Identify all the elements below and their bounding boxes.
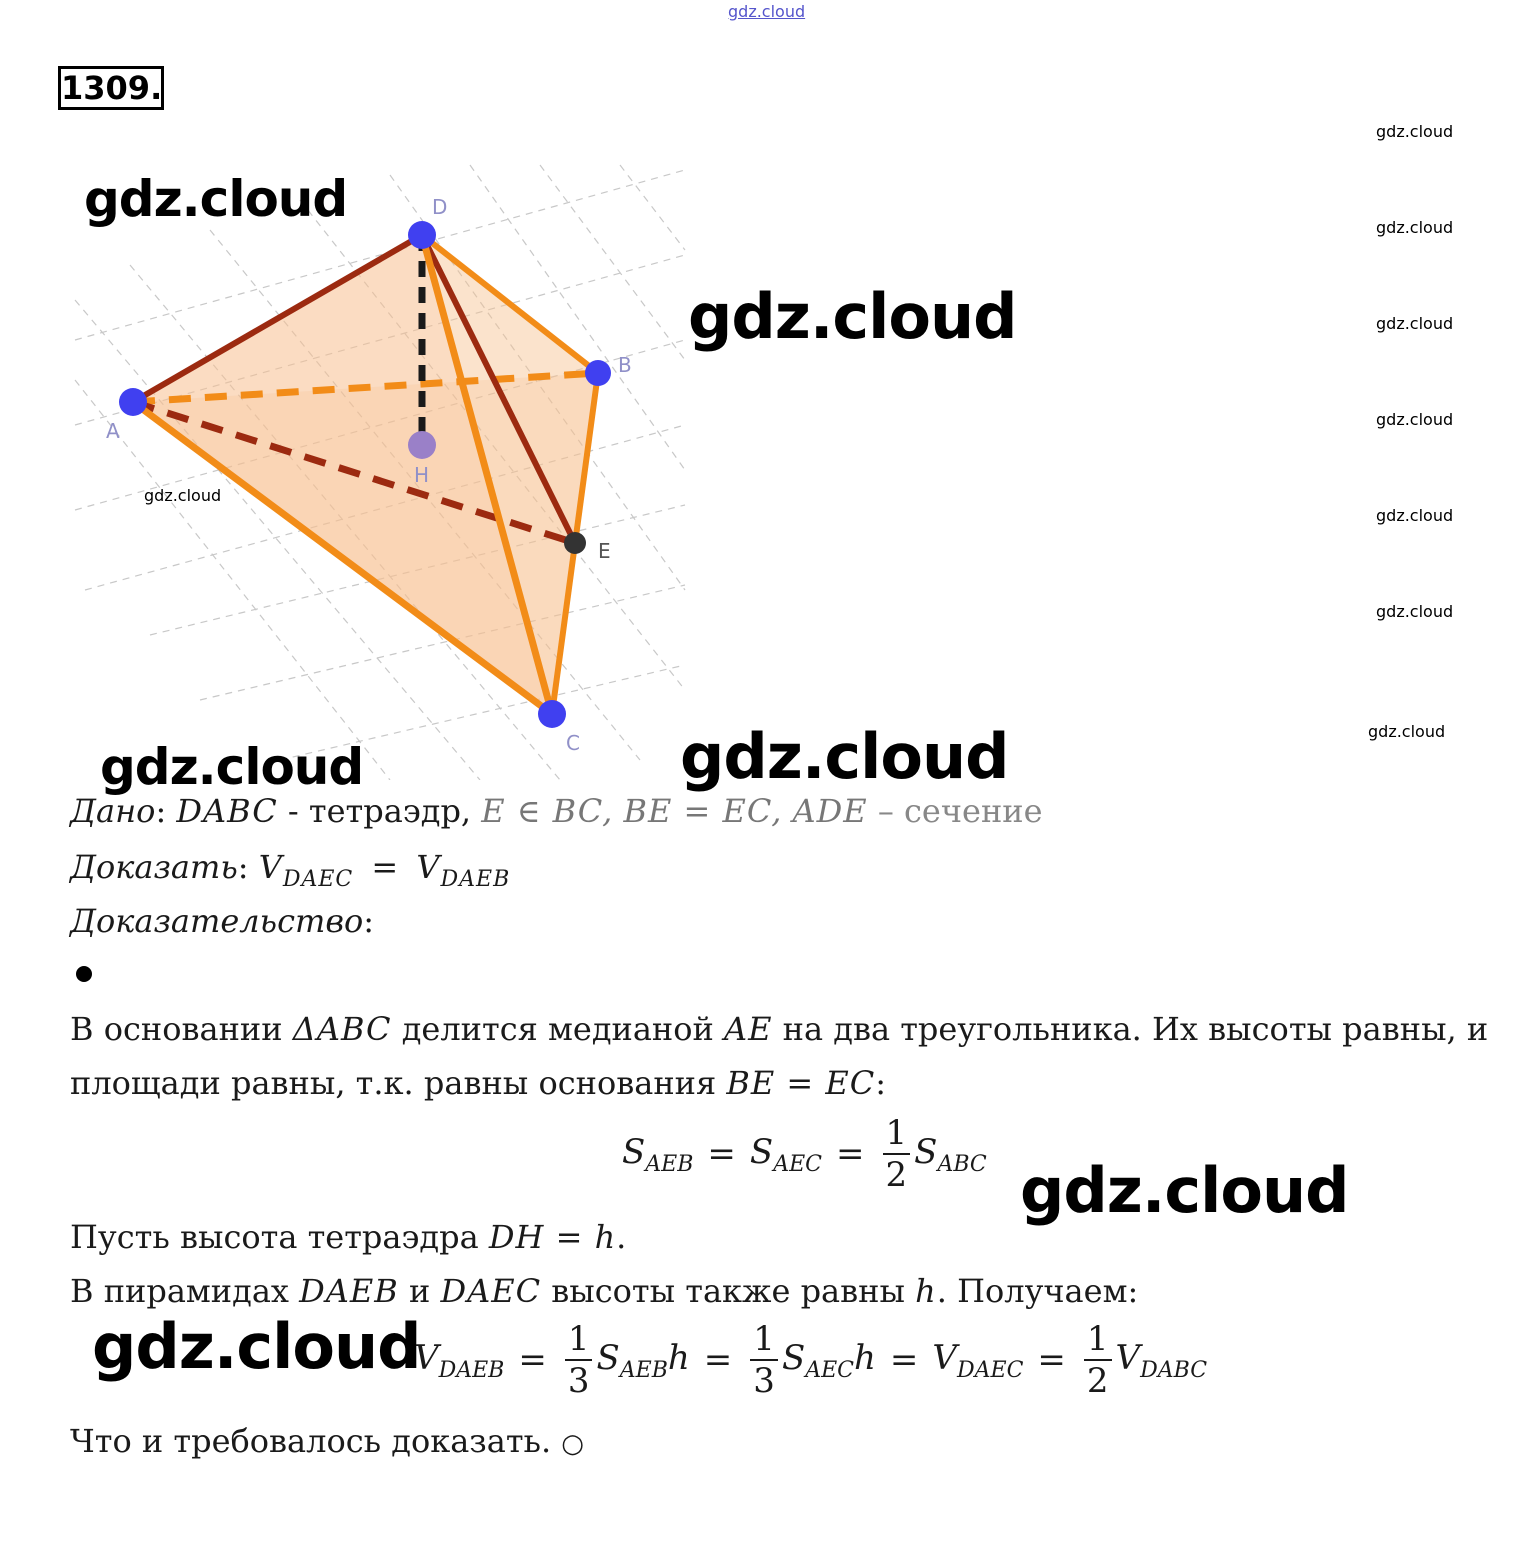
- paragraph-3: В пирамидах DAEB и DAEC высоты также равны h. Получаем:: [70, 1272, 1139, 1310]
- watermark-side: gdz.cloud: [1376, 314, 1454, 333]
- point-h: [408, 431, 436, 459]
- task-number: 1309.: [58, 66, 164, 110]
- given-line: Дано: DABC - тетраэдр, E ∈ BC, BE = EC, ADE – сечение: [70, 792, 1043, 830]
- point-d: [408, 221, 436, 249]
- conclusion: Что и требовалось доказать. ○: [70, 1422, 584, 1460]
- paragraph-2: Пусть высота тетраэдра DH = h.: [70, 1218, 627, 1256]
- watermark-big: gdz.cloud: [680, 720, 1009, 793]
- watermark-side: gdz.cloud: [1376, 218, 1454, 237]
- watermark-top: gdz.cloud: [728, 2, 806, 21]
- point-c: [538, 700, 566, 728]
- label-b: B: [618, 353, 632, 377]
- given-label: Дано: [70, 792, 156, 830]
- watermark-big: gdz.cloud: [84, 170, 348, 228]
- watermark-big: gdz.cloud: [92, 1310, 421, 1383]
- watermark-side: gdz.cloud: [1376, 602, 1454, 621]
- point-b: [585, 360, 611, 386]
- label-a: A: [106, 419, 120, 443]
- tetrahedron-figure: [60, 160, 700, 780]
- proof-label: Доказательство: [70, 902, 364, 940]
- label-d: D: [432, 195, 448, 219]
- prove-label: Доказать: [70, 848, 238, 886]
- label-e: E: [598, 539, 611, 563]
- watermark-side: gdz.cloud: [1376, 410, 1454, 429]
- watermark-big: gdz.cloud: [688, 280, 1017, 353]
- fraction-half: $\frac{1}{2}$: [883, 1116, 911, 1192]
- point-a: [119, 388, 147, 416]
- watermark-big: gdz.cloud: [1020, 1154, 1349, 1227]
- watermark-figure-small: gdz.cloud: [144, 486, 222, 505]
- paragraph-1-line-2: площади равны, т.к. равны основания BE = EC:: [70, 1064, 886, 1102]
- formula-volumes: $V_{DAEB}$ = $\frac{1}{3}$ $S_{AEB}h$ = $\frac{1}{3}$ $S_{AEC}h$ = $V_{DAEC}$ = $\frac{1}{2}$ $V_{DABC}$: [414, 1319, 1208, 1401]
- paragraph-1-line-1: В основании ΔABC делится медианой AE на два треугольника. Их высоты равны, и: [70, 1010, 1489, 1048]
- watermark-side: gdz.cloud: [1376, 122, 1454, 141]
- watermark-big: gdz.cloud: [100, 738, 364, 796]
- label-h: H: [414, 463, 430, 487]
- prove-line: Доказать: $V_{DAEC} = V_{DAEB}$: [70, 848, 511, 892]
- watermark-side: gdz.cloud: [1376, 506, 1454, 525]
- label-c: C: [566, 731, 580, 755]
- formula-areas: $S_{AEB}$ = $S_{AEC}$ = $\frac{1}{2}$ $S_{ABC}$: [622, 1113, 987, 1195]
- watermark-side: gdz.cloud: [1368, 722, 1446, 741]
- point-e: [564, 532, 586, 554]
- bullet: [76, 966, 92, 982]
- proof-label-line: Доказательство:: [70, 902, 375, 940]
